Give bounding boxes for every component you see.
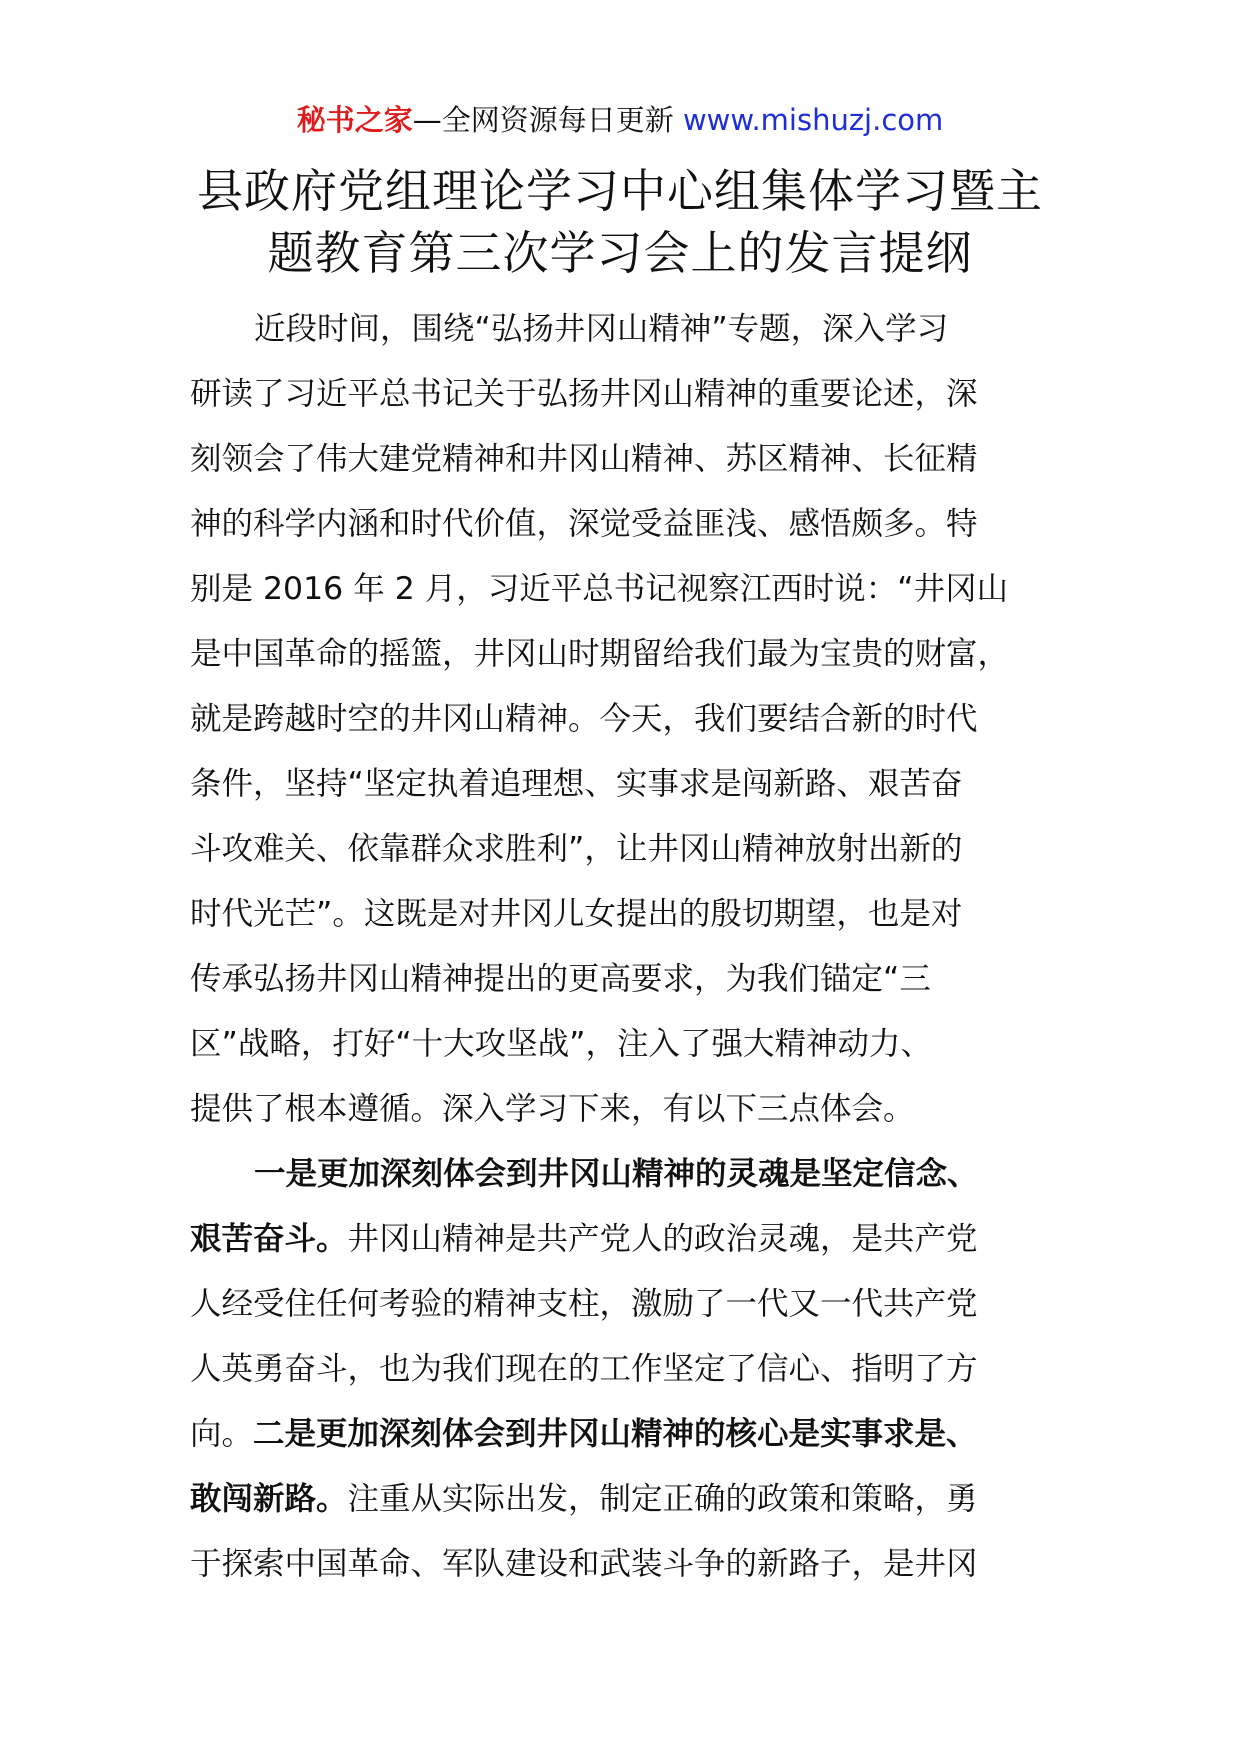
body-line: 人经受住任何考验的精神支柱，激励了一代又一代共产党 bbox=[190, 1286, 978, 1322]
body-line: 条件，坚持“坚定执着追理想、实事求是闯新路、艰苦奋 bbox=[190, 766, 963, 802]
site-url[interactable]: www.mishuzj.com bbox=[682, 103, 944, 137]
title-line-2: 题教育第三次学习会上的发言提纲 bbox=[267, 226, 973, 280]
point-one-heading-end: 艰苦奋斗。 bbox=[190, 1221, 348, 1257]
point-one-heading: 一是更加深刻体会到井冈山精神的灵魂是坚定信念、 bbox=[254, 1156, 979, 1192]
body-line: 别是 2016 年 2 月，习近平总书记视察江西时说：“井冈山 bbox=[190, 571, 1009, 607]
header-tagline: —全网资源每日更新 bbox=[412, 103, 674, 137]
body-line bbox=[190, 1467, 1056, 1532]
body-text-span: 注重从实际出发，制定正确的政策和策略，勇 bbox=[347, 1481, 978, 1517]
body-line: 斗攻难关、依靠群众求胜利”，让井冈山精神放射出新的 bbox=[190, 831, 963, 867]
body-line: 研读了习近平总书记关于弘扬井冈山精神的重要论述，深 bbox=[190, 376, 978, 412]
body-line: 刻领会了伟大建党精神和井冈山精神、苏区精神、长征精 bbox=[190, 441, 978, 477]
document-title bbox=[120, 160, 1120, 284]
body-line: 区”战略，打好“十大攻坚战”，注入了强大精神动力、 bbox=[190, 1026, 932, 1062]
point-two-heading: 二是更加深刻体会到井冈山精神的核心是实事求是、 bbox=[253, 1416, 978, 1452]
site-header bbox=[0, 100, 1240, 140]
body-line bbox=[190, 1402, 1056, 1467]
body-line: 是中国革命的摇篮，井冈山时期留给我们最为宝贵的财富， bbox=[190, 636, 1010, 672]
title-line-1: 县政府党组理论学习中心组集体学习暨主 bbox=[197, 164, 1043, 218]
body-text-span: 井冈山精神是共产党人的政治灵魂，是共产党 bbox=[347, 1221, 978, 1257]
body-line: 人英勇奋斗，也为我们现在的工作坚定了信心、指明了方 bbox=[190, 1351, 978, 1387]
point-two-heading-end: 敢闯新路。 bbox=[190, 1481, 348, 1517]
body-line: 就是跨越时空的井冈山精神。今天，我们要结合新的时代 bbox=[190, 701, 978, 737]
brand-name: 秘书之家 bbox=[296, 103, 413, 137]
body-line: 传承弘扬井冈山精神提出的更高要求，为我们锚定“三 bbox=[190, 961, 931, 997]
document-body bbox=[190, 297, 1056, 1597]
body-line: 近段时间，围绕“弘扬井冈山精神”专题，深入学习 bbox=[254, 311, 949, 347]
body-line bbox=[190, 1142, 1056, 1207]
body-line: 时代光芒”。这既是对井冈儿女提出的殷切期望，也是对 bbox=[190, 896, 963, 932]
body-line: 神的科学内涵和时代价值，深觉受益匪浅、感悟颇多。特 bbox=[190, 506, 978, 542]
body-line: 提供了根本遵循。深入学习下来，有以下三点体会。 bbox=[190, 1091, 915, 1127]
body-line bbox=[190, 1207, 1056, 1272]
body-line: 于探索中国革命、军队建设和武装斗争的新路子，是井冈 bbox=[190, 1546, 978, 1582]
body-text-span: 向。 bbox=[190, 1416, 254, 1452]
